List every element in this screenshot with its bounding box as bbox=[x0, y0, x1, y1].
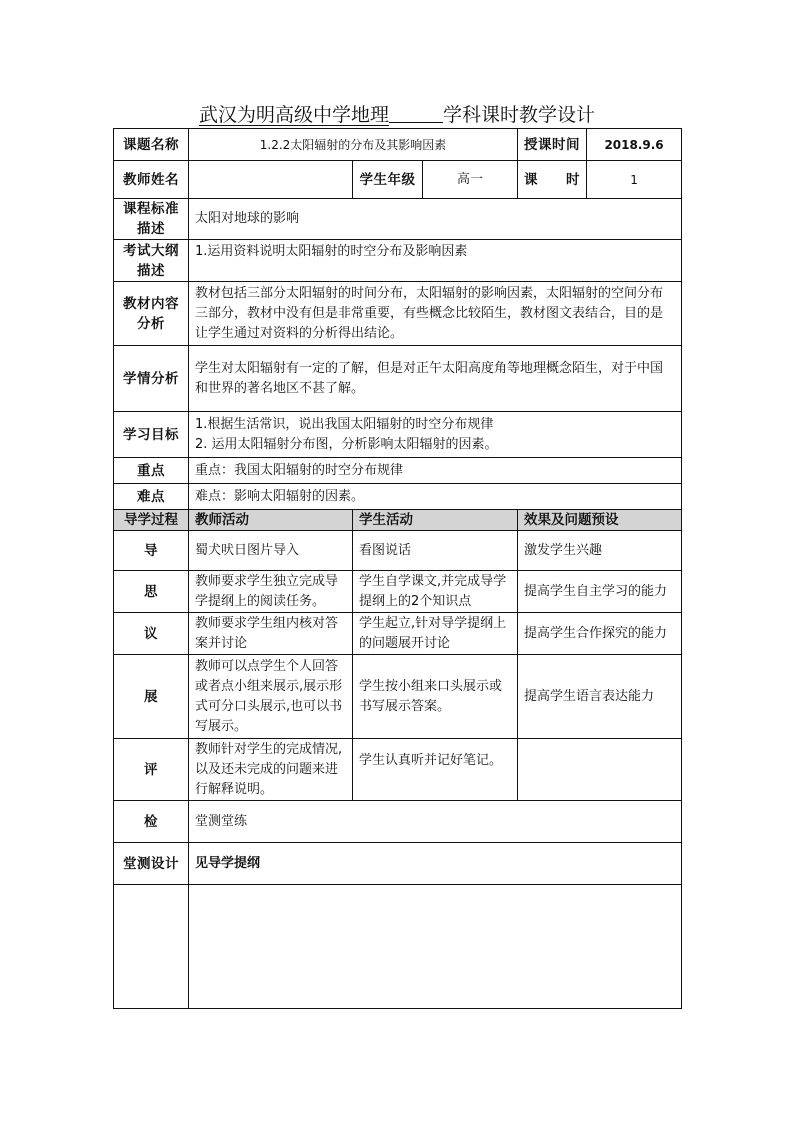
process-teacher: 教师要求学生独立完成导学提纲上的阅读任务。 bbox=[189, 571, 353, 613]
section-text: 重点：我国太阳辐射的时空分布规律 bbox=[189, 458, 682, 484]
section-row bbox=[114, 240, 682, 282]
date-label: 授课时间 bbox=[518, 129, 587, 161]
teacher-label: 教师姓名 bbox=[114, 161, 189, 199]
section-row bbox=[114, 282, 682, 346]
title-suffix: 学科课时教学设计 bbox=[443, 104, 596, 126]
process-row bbox=[114, 739, 682, 801]
section-row bbox=[114, 484, 682, 510]
section-row bbox=[114, 199, 682, 240]
process-teacher: 教师可以点学生个人回答或者点小组来展示,展示形式可分口头展示,也可以书写展示。 bbox=[189, 655, 353, 739]
section-label: 考试大纲描述 bbox=[114, 240, 189, 282]
process-header-row bbox=[114, 510, 682, 531]
topic-row bbox=[114, 129, 682, 161]
blank-cell-right bbox=[189, 885, 682, 1009]
section-label: 学情分析 bbox=[114, 346, 189, 412]
period-label: 课 时 bbox=[518, 161, 587, 199]
goal-line-1: 1.根据生活常识，说出我国太阳辐射的时空分布规律 bbox=[195, 416, 494, 432]
process-header-effect: 效果及问题预设 bbox=[518, 510, 682, 531]
design-label: 堂测设计 bbox=[114, 843, 189, 885]
blank-row bbox=[114, 885, 682, 1009]
section-text: 1.运用资料说明太阳辐射的时空分布及影响因素 bbox=[189, 240, 682, 282]
blank-cell-left bbox=[114, 885, 189, 1009]
process-student: 学生起立,针对导学提纲上的问题展开讨论 bbox=[353, 613, 518, 655]
date-value: 2018.9.6 bbox=[587, 129, 682, 161]
document-title bbox=[0, 100, 794, 127]
process-row bbox=[114, 531, 682, 571]
check-text: 堂测堂练 bbox=[189, 801, 682, 843]
section-text: 教材包括三部分太阳辐射的时间分布，太阳辐射的影响因素，太阳辐射的空间分布三部分，教材中没有但是非常重要，有些概念比较陌生，教材图文表结合，目的是让学生通过对资料的分析得出结论。 bbox=[189, 282, 682, 346]
teacher-row bbox=[114, 161, 682, 199]
process-header-stage: 导学过程 bbox=[114, 510, 189, 531]
section-text bbox=[189, 412, 682, 458]
process-student: 学生自学课文,并完成导学提纲上的2个知识点 bbox=[353, 571, 518, 613]
process-effect: 提高学生自主学习的能力 bbox=[518, 571, 682, 613]
process-student: 学生认真听并记好笔记。 bbox=[353, 739, 518, 801]
check-row bbox=[114, 801, 682, 843]
section-text: 学生对太阳辐射有一定的了解，但是对正午太阳高度角等地理概念陌生，对于中国和世界的著名地区不甚了解。 bbox=[189, 346, 682, 412]
process-effect: 提高学生语言表达能力 bbox=[518, 655, 682, 739]
process-stage: 思 bbox=[114, 571, 189, 613]
process-header-student: 学生活动 bbox=[353, 510, 518, 531]
process-effect: 提高学生合作探究的能力 bbox=[518, 613, 682, 655]
process-row bbox=[114, 571, 682, 613]
section-label: 课程标准描述 bbox=[114, 199, 189, 240]
section-row bbox=[114, 412, 682, 458]
process-stage: 导 bbox=[114, 531, 189, 571]
lesson-plan-table bbox=[113, 128, 682, 1009]
process-stage: 展 bbox=[114, 655, 189, 739]
teacher-value bbox=[189, 161, 353, 199]
process-teacher: 教师要求学生组内核对答案并讨论 bbox=[189, 613, 353, 655]
process-student: 学生按小组来口头展示或书写展示答案。 bbox=[353, 655, 518, 739]
section-label: 重点 bbox=[114, 458, 189, 484]
section-row bbox=[114, 346, 682, 412]
goal-line-2: 2. 运用太阳辐射分布图，分析影响太阳辐射的因素。 bbox=[195, 436, 498, 452]
grade-value: 高一 bbox=[423, 161, 518, 199]
section-label: 教材内容分析 bbox=[114, 282, 189, 346]
design-row bbox=[114, 843, 682, 885]
process-header-teacher: 教师活动 bbox=[189, 510, 353, 531]
process-teacher: 蜀犬吠日图片导入 bbox=[189, 531, 353, 571]
section-text: 难点：影响太阳辐射的因素。 bbox=[189, 484, 682, 510]
section-label: 难点 bbox=[114, 484, 189, 510]
topic-value: 1.2.2太阳辐射的分布及其影响因素 bbox=[189, 129, 518, 161]
process-effect: 激发学生兴趣 bbox=[518, 531, 682, 571]
title-school: 武汉为明高级中学地理 bbox=[198, 104, 389, 126]
process-stage: 议 bbox=[114, 613, 189, 655]
section-text: 太阳对地球的影响 bbox=[189, 199, 682, 240]
process-teacher: 教师针对学生的完成情况,以及还未完成的问题来进行解释说明。 bbox=[189, 739, 353, 801]
section-label: 学习目标 bbox=[114, 412, 189, 458]
topic-label: 课题名称 bbox=[114, 129, 189, 161]
process-effect bbox=[518, 739, 682, 801]
period-value: 1 bbox=[587, 161, 682, 199]
process-row bbox=[114, 655, 682, 739]
process-student: 看图说话 bbox=[353, 531, 518, 571]
design-text: 见导学提纲 bbox=[189, 843, 682, 885]
title-underline-blank bbox=[389, 104, 443, 123]
process-row bbox=[114, 613, 682, 655]
grade-label: 学生年级 bbox=[353, 161, 423, 199]
section-row bbox=[114, 458, 682, 484]
check-label: 检 bbox=[114, 801, 189, 843]
process-stage: 评 bbox=[114, 739, 189, 801]
